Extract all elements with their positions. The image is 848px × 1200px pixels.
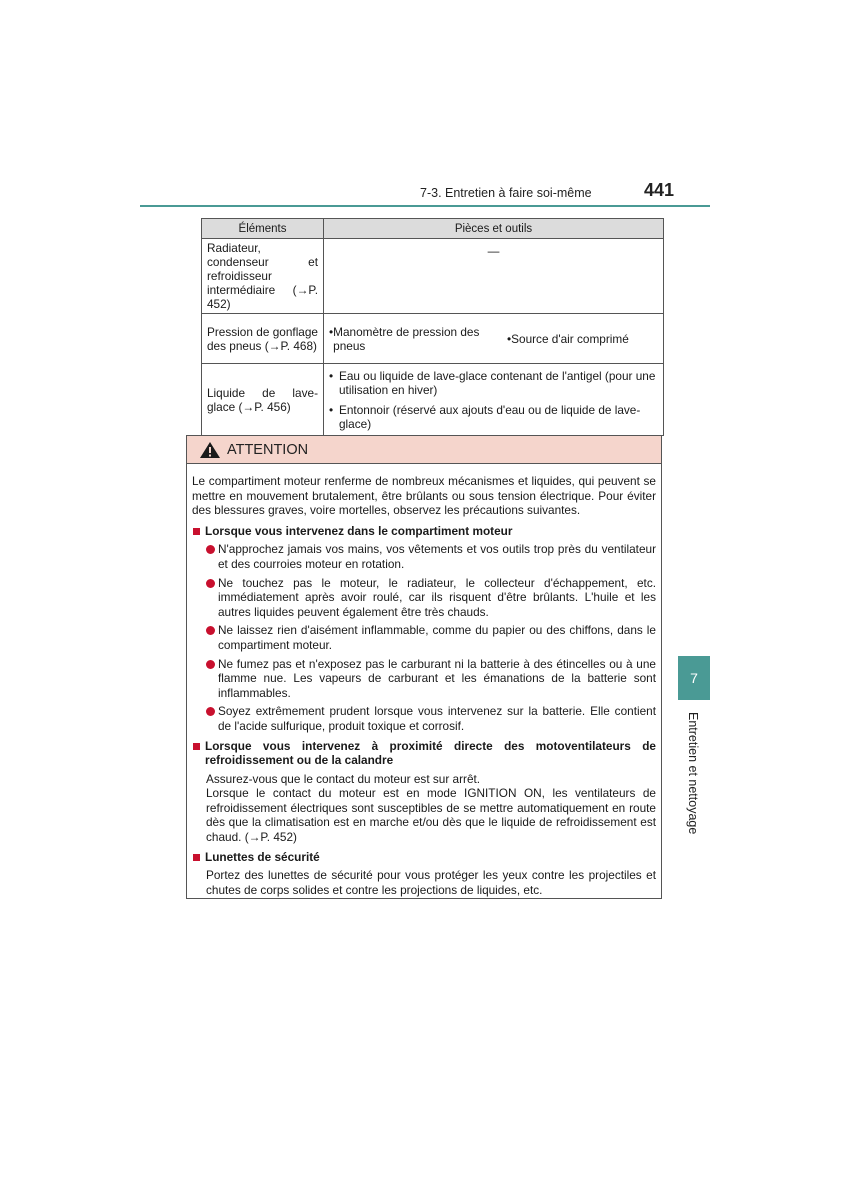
section-heading: Lorsque vous intervenez dans le compartiment moteur bbox=[192, 524, 656, 539]
table-header-row bbox=[202, 219, 664, 239]
col-header-items: Éléments bbox=[202, 219, 324, 239]
red-circle-bullet-icon bbox=[206, 626, 215, 635]
red-square-bullet-icon bbox=[193, 528, 200, 535]
section-heading: Lorsque vous intervenez à proximité directe des motoventilateurs de refroidissement ou de la calandre bbox=[192, 739, 656, 768]
tool-text: Eau ou liquide de lave-glace contenant de l'antigel (pour une utilisation en hiver) bbox=[339, 368, 656, 397]
section-paragraph: Lorsque le contact du moteur est en mode IGNITION ON, les ventilateurs de refroidissement électriques sont susceptibles de se mettre automatiquement en route dès que la climatisation est en marche et/ou dès que le liquide de refroidissement est chaud. (→P. 452) bbox=[206, 786, 656, 845]
chapter-number: 7 bbox=[690, 670, 698, 686]
row-tools bbox=[324, 364, 664, 436]
tool-text: Source d'air comprimé bbox=[511, 331, 629, 346]
tool-bullet: • Manomètre de pression des pneus bbox=[329, 325, 499, 353]
section-paragraph: Assurez-vous que le contact du moteur est sur arrêt. bbox=[206, 771, 481, 786]
section-paragraph: Portez des lunettes de sécurité pour vous protéger les yeux contre les projectiles et chutes de corps solides et contre les projections de liquides, etc. bbox=[206, 868, 656, 897]
table-row bbox=[202, 239, 664, 314]
row-item: Liquide de lave-glace (→P. 456) bbox=[202, 364, 324, 436]
table-row bbox=[202, 314, 664, 364]
warning-header bbox=[187, 436, 661, 464]
list-item: Soyez extrêmement prudent lorsque vous intervenez sur la batterie. Elle contient de l'acide sulfurique, produit toxique et corrosif. bbox=[206, 704, 656, 733]
list-item: Ne touchez pas le moteur, le radiateur, le collecteur d'échappement, etc. immédiatement après avoir roulé, car ils risquent d'être brûlants. L'huile et les autres liquides peuvent également être très chauds. bbox=[206, 576, 656, 620]
tool-bullet: • Entonnoir (réservé aux ajouts d'eau ou de liquide de lave-glace) bbox=[329, 403, 658, 431]
empty-dash: — bbox=[487, 244, 500, 258]
chapter-tab bbox=[678, 656, 710, 700]
section-title: 7-3. Entretien à faire soi-même bbox=[420, 186, 592, 200]
header-rule bbox=[140, 205, 710, 207]
tools-table bbox=[201, 218, 664, 436]
tool-bullet: • Source d'air comprimé bbox=[507, 331, 629, 346]
row-tools bbox=[324, 239, 664, 314]
red-circle-bullet-icon bbox=[206, 579, 215, 588]
list-item: N'approchez jamais vos mains, vos vêtements et vos outils trop près du ventilateur et des courroies moteur en rotation. bbox=[206, 542, 656, 571]
row-item: Radiateur, condenseur et refroidisseur intermédiaire (→P. 452) bbox=[202, 239, 324, 314]
warning-body bbox=[187, 464, 661, 897]
warning-box bbox=[186, 435, 662, 899]
red-square-bullet-icon bbox=[193, 743, 200, 750]
table-row bbox=[202, 364, 664, 436]
tool-text: Manomètre de pression des pneus bbox=[333, 324, 480, 353]
red-circle-bullet-icon bbox=[206, 707, 215, 716]
warning-intro: Le compartiment moteur renferme de nombreux mécanismes et liquides, qui peuvent se mettre en mouvement brutalement, être brûlants ou sous tension électrique. Pour éviter des blessures graves, voire mortelles, observez les précautions suivantes. bbox=[192, 474, 656, 518]
red-square-bullet-icon bbox=[193, 854, 200, 861]
tool-text: Entonnoir (réservé aux ajouts d'eau ou de liquide de lave-glace) bbox=[339, 402, 641, 431]
section-heading: Lunettes de sécurité bbox=[192, 850, 656, 865]
col-header-tools: Pièces et outils bbox=[324, 219, 664, 239]
list-item: Ne laissez rien d'aisément inflammable, comme du papier ou des chiffons, dans le compartiment moteur. bbox=[206, 623, 656, 652]
tool-bullet: • Eau ou liquide de lave-glace contenant de l'antigel (pour une utilisation en hiver) bbox=[329, 369, 658, 397]
warning-triangle-icon bbox=[199, 441, 221, 459]
page-number: 441 bbox=[644, 180, 675, 200]
chapter-title-vertical: Entretien et nettoyage bbox=[686, 712, 700, 835]
red-circle-bullet-icon bbox=[206, 545, 215, 554]
warning-title: ATTENTION bbox=[227, 441, 309, 458]
list-item: Ne fumez pas et n'exposez pas le carburant ni la batterie à des étincelles ou à une flamme nue. Les vapeurs de carburant et les émanations de la batterie sont inflammables. bbox=[206, 657, 656, 701]
row-tools bbox=[324, 314, 664, 364]
row-item: Pression de gonflage des pneus (→P. 468) bbox=[202, 314, 324, 364]
red-circle-bullet-icon bbox=[206, 660, 215, 669]
